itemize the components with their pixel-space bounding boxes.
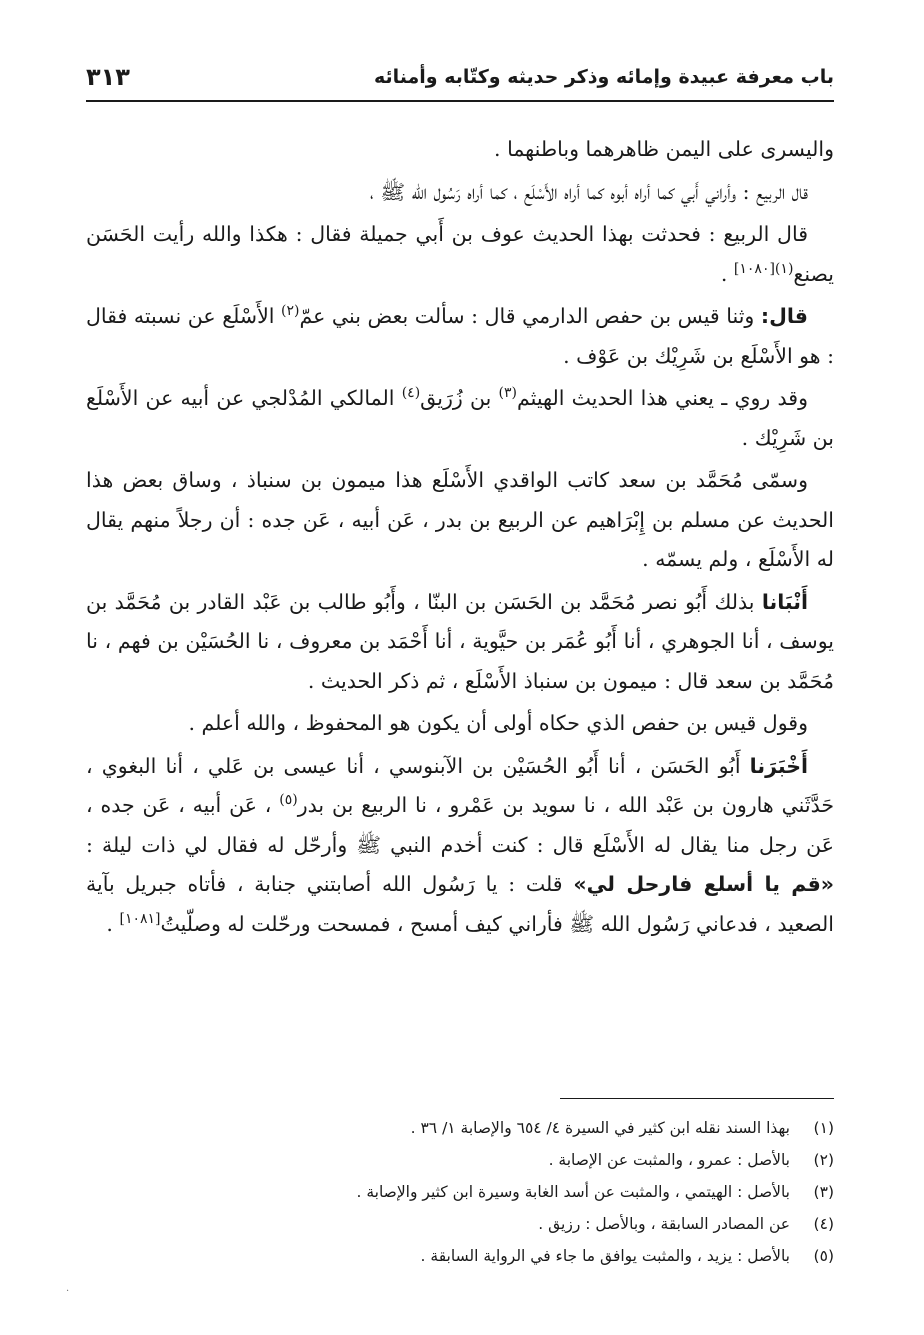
text-run: وثنا قيس بن حفص الدارمي قال : سألت بعض بني عمّ xyxy=(299,304,761,328)
body-paragraph xyxy=(86,379,834,458)
footnote-ref: (١)[١٠٨٠] xyxy=(733,260,794,277)
body-paragraph xyxy=(86,297,834,376)
lead-keyword: قال: xyxy=(760,304,808,328)
text-run: وقول قيس بن حفص الذي حكاه أولى أن يكون هو المحفوظ ، والله أعلم . xyxy=(188,711,808,735)
footnote-ref: (٣) xyxy=(498,385,517,402)
footnote-text: بالأصل : يزيد ، والمثبت يوافق ما جاء في الرواية السابقة . xyxy=(420,1247,790,1265)
text-run: قلت : يا رَسُول الله أصابتني جنابة ، فأتاه جبريل بآية الصعيد ، فدعاني رَسُول الله ﷺ فأراني كيف أمسح ، فمسحت ورحّلت له وصلّيتُ xyxy=(86,872,834,936)
text-run: قال الربيع : فحدثت بهذا الحديث عوف بن أَبي جميلة فقال : هكذا والله رأيت الحَسَن يصنع xyxy=(86,222,834,286)
running-title: باب معرفة عبيدة وإمائه وذكر حديثه وكتّابه وأمنائه xyxy=(373,66,834,88)
text-run: ، عَن أبيه ، عَن جده ، عَن رجل منا يقال له الأَسْلَع قال : كنت أخدم النبي ﷺ وأرحّل له فقال لي ذات ليلة : xyxy=(86,793,834,857)
text-run: واليسرى على اليمن ظاهرهما وباطنهما . xyxy=(494,137,834,161)
text-run: بن زُرَيق xyxy=(420,386,499,410)
footnote-ref: (٥) xyxy=(279,792,298,809)
text-run: قال الربيع : وأراني أَبي كما أراه أبوه كما أراه الأَسْلَع ، كما أراه رَسُول الله ﷺ ، xyxy=(369,179,808,204)
footnote xyxy=(86,1144,834,1176)
footnote-ref: (٤) xyxy=(401,385,421,402)
footnote-divider xyxy=(560,1098,834,1099)
body-paragraph xyxy=(86,704,834,744)
text-run: بذلك أَبُو نصر مُحَمَّد بن الحَسَن بن البنّا ، وأَبُو طالب بن عَبْد القادر بن مُحَمَّد بن يوسف ، أنا الجوهري ، أنا أَبُو عُمَر بن حيَّوية ، أنا أَحْمَد بن معروف ، نا الحُسَيْن بن فهم ، نا مُحَمَّد بن سعد قال : ميمون بن سنباذ الأَسْلَع ، ثم ذكر الحديث . xyxy=(86,589,834,693)
body-paragraph xyxy=(86,130,834,170)
footnote-text: بالأصل : عمرو ، والمثبت عن الإصابة . xyxy=(548,1151,790,1169)
scan-mark: · xyxy=(66,1286,70,1297)
footnote xyxy=(86,1240,834,1272)
footnote xyxy=(86,1208,834,1240)
body-paragraph xyxy=(86,583,834,702)
text-run: أَبُو الحَسَن ، أنا أَبُو الحُسَيْن بن الآبنوسي ، أنا عيسى بن عَلي ، أنا البغوي ، حَدَّثَني هارون بن عَبْد الله ، نا سويد بن عَمْرو ، نا الربيع بن بدر xyxy=(86,753,834,817)
footnote-text: بالأصل : الهيتمي ، والمثبت عن أسد الغابة وسيرة ابن كثير والإصابة . xyxy=(356,1183,790,1201)
text-run: المالكي المُدْلجي عن أبيه عن الأَسْلَع بن شَرِيْك . xyxy=(86,386,834,450)
body-paragraph xyxy=(86,747,834,945)
footnote xyxy=(86,1112,834,1144)
text-run: وقد روي ـ يعني هذا الحديث الهيثم xyxy=(517,386,808,410)
footnote-number: (٢) xyxy=(813,1151,834,1169)
footnote xyxy=(86,1176,834,1208)
text-run: . xyxy=(106,911,120,936)
footnote-ref: [١٠٨١] xyxy=(119,910,161,927)
page-header xyxy=(86,54,834,102)
page-number: ٣١٣ xyxy=(86,63,130,91)
footnote-ref: (٢) xyxy=(281,303,300,320)
text-run: الأَسْلَع عن نسبته فقال : هو الأَسْلَع بن شَرِيْك بن عَوْف . xyxy=(86,304,834,368)
footnote-text: عن المصادر السابقة ، وبالأصل : رزيق . xyxy=(538,1215,790,1233)
body-paragraph xyxy=(86,461,834,580)
footnote-number: (٤) xyxy=(813,1215,834,1233)
text-run: وسمّى مُحَمَّد بن سعد كاتب الواقدي الأَسْلَع هذا ميمون بن سنباذ ، وساق بعض هذا الحديث عن مسلم بن إِبْرَاهيم عن الربيع بن بدر ، عَن أبيه ، عَن جده : أن رجلاً منهم يقال له الأَسْلَع ، ولم يسمّه . xyxy=(86,468,834,571)
footnotes xyxy=(86,1112,834,1272)
body-paragraph xyxy=(86,215,834,294)
lead-keyword: «قم يا أسلع فارحل لي» xyxy=(573,872,834,896)
lead-keyword: أَنْبَانا xyxy=(761,589,808,614)
text-run: . xyxy=(720,261,734,286)
main-text xyxy=(86,130,834,947)
footnote-number: (١) xyxy=(813,1119,834,1137)
footnote-number: (٣) xyxy=(813,1183,834,1201)
footnote-number: (٥) xyxy=(813,1247,834,1265)
body-paragraph xyxy=(86,173,834,213)
footnote-text: بهذا السند نقله ابن كثير في السيرة ٤/ ٦٥٤ والإصابة ١/ ٣٦ . xyxy=(410,1119,790,1137)
lead-keyword: أَخْبَرَنا xyxy=(749,753,808,778)
